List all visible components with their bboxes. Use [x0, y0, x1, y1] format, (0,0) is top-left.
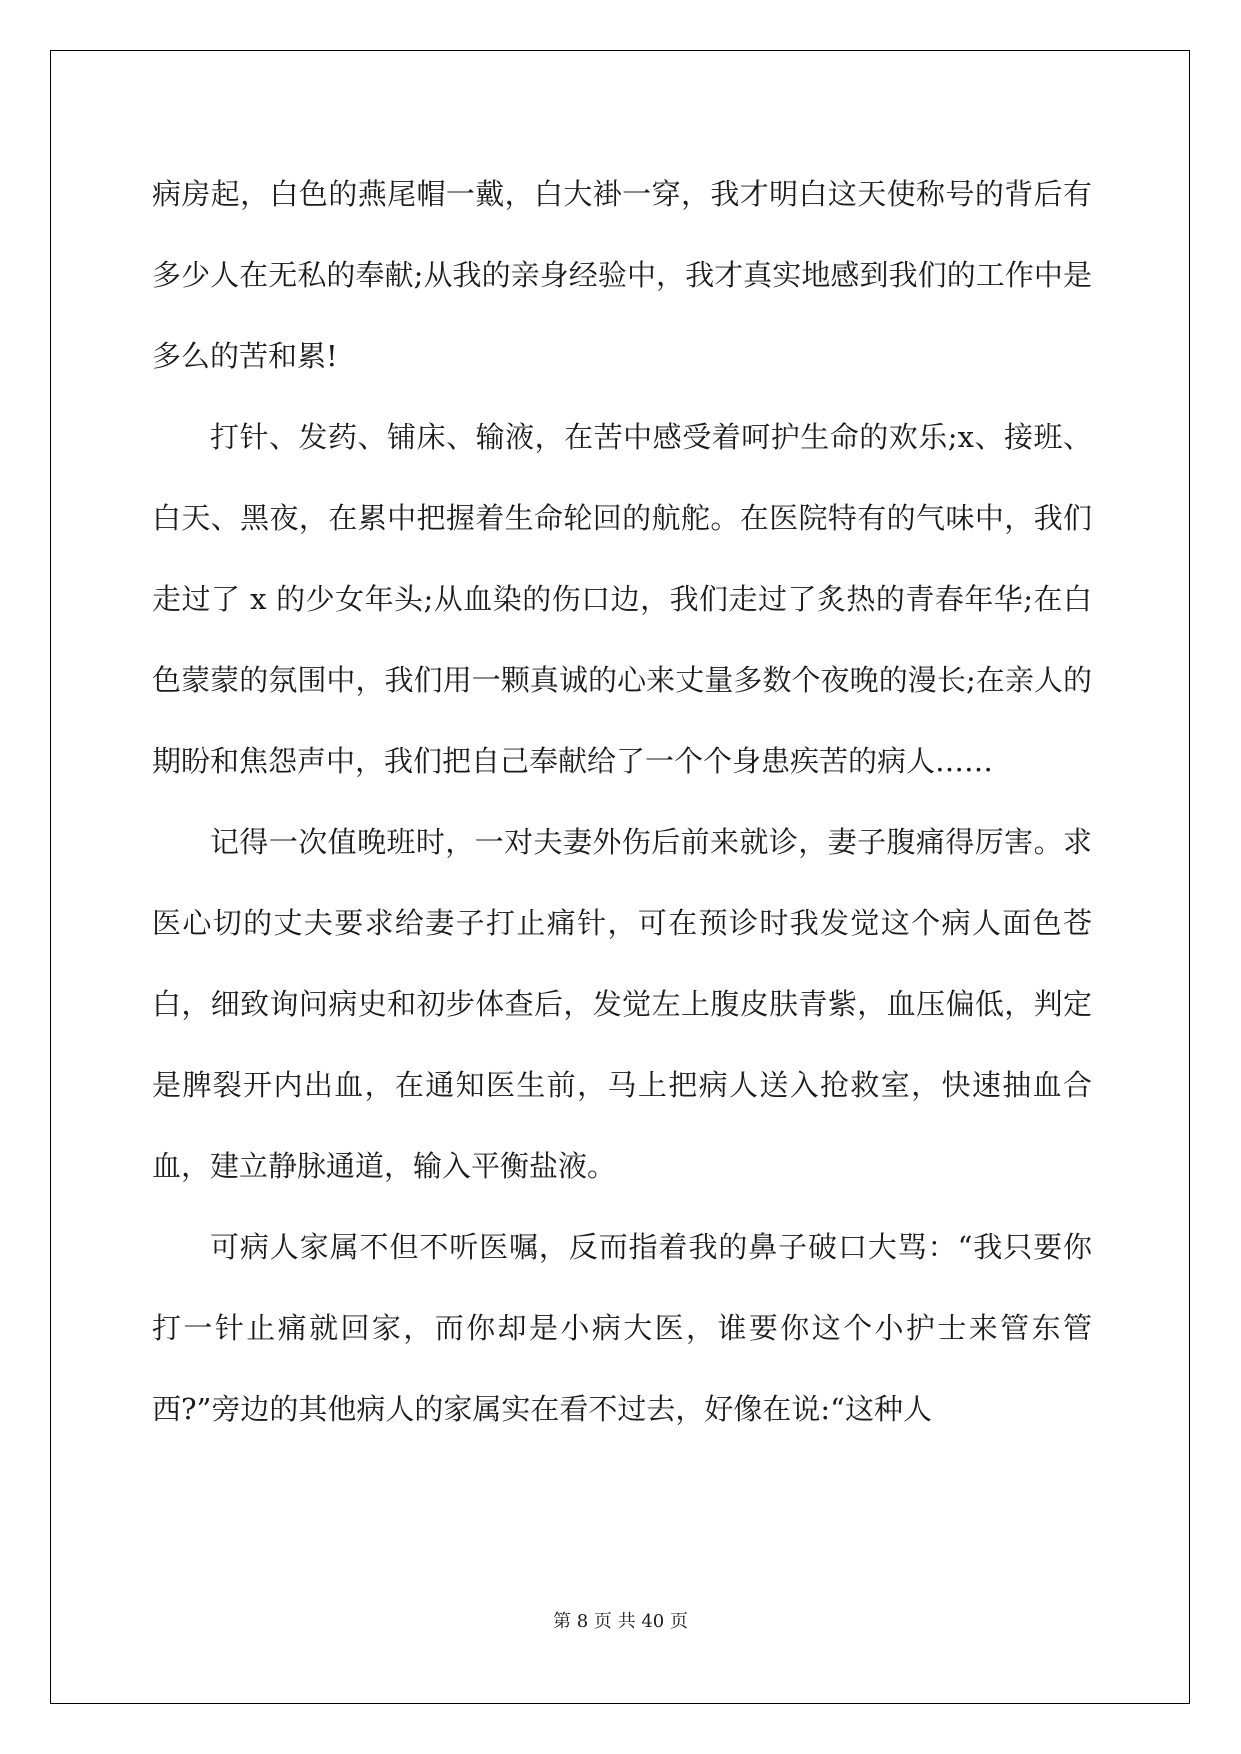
paragraph-2: 打针、发药、铺床、输液，在苦中感受着呵护生命的欢乐;x、接班、白天、黑夜，在累中把握着生命轮回的航舵。在医院特有的气味中，我们走过了 x 的少女年头;从血染的伤口边，我们走过了炙热的青春年华;在白色蒙蒙的氛围中，我们用一颗真诚的心来丈量多数个夜晚的漫长;在亲人的期盼和焦怨声中，我们把自己奉献给了一个个身患疾苦的病人……	[152, 420, 1092, 778]
paragraph-3: 记得一次值晚班时，一对夫妻外伤后前来就诊，妻子腹痛得厉害。求医心切的丈夫要求给妻子打止痛针，可在预诊时我发觉这个病人面色苍白，细致询问病史和初步体查后，发觉左上腹皮肤青紫，血压偏低，判定是脾裂开内出血，在通知医生前，马上把病人送入抢救室，快速抽血合血，建立静脉通道，输入平衡盐液。	[152, 825, 1092, 1183]
paragraph-4: 可病人家属不但不听医嘱，反而指着我的鼻子破口大骂：“我只要你打一针止痛就回家，而你却是小病大医，谁要你这个小护士来管东管西?”旁边的其他病人的家属实在看不过去，好像在说:“这种人	[152, 1230, 1092, 1426]
paragraph-1: 病房起，白色的燕尾帽一戴，白大褂一穿，我才明白这天使称号的背后有多少人在无私的奉献;从我的亲身经验中，我才真实地感到我们的工作中是多么的苦和累!	[152, 177, 1092, 373]
page-number-footer: 第 8 页 共 40 页	[553, 1611, 688, 1632]
document-body	[152, 154, 1092, 1450]
